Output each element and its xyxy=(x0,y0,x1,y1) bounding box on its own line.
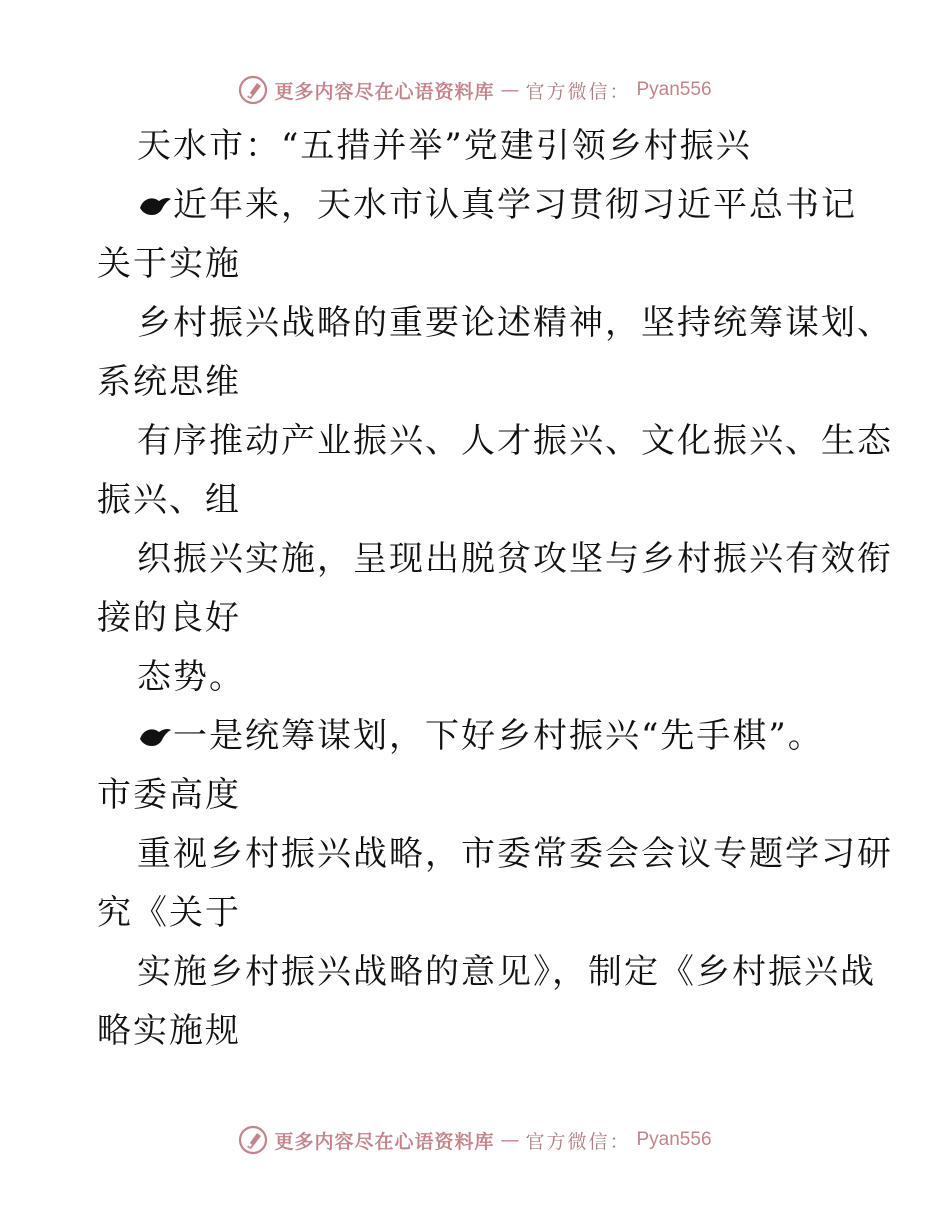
paragraph-line: 织振兴实施，呈现出脱贫攻坚与乡村振兴有效衔 xyxy=(137,539,893,579)
document-body xyxy=(97,117,893,1061)
paragraph-line: 振兴、组 xyxy=(97,480,241,520)
paragraph-line: 市委高度 xyxy=(97,775,241,815)
watermark-side-text: 官方微信： xyxy=(525,80,631,103)
paragraph-text: 一是统筹谋划，下好乡村振兴“先手棋”。 xyxy=(173,716,824,756)
leaf-bullet-icon xyxy=(137,192,173,218)
watermark xyxy=(238,75,711,105)
paragraph-line: 态势。 xyxy=(137,657,245,697)
header-watermark xyxy=(0,70,950,110)
watermark-side-text: 官方微信： xyxy=(525,1130,631,1153)
watermark-separator: — xyxy=(500,79,520,101)
paragraph-line: 重视乡村振兴战略，市委常委会会议专题学习研 xyxy=(137,834,893,874)
paragraph-line xyxy=(97,176,857,235)
leaf-bullet-icon xyxy=(137,723,173,749)
pen-nib-logo-icon xyxy=(238,1125,268,1155)
paragraph-line: 略实施规 xyxy=(97,1011,241,1051)
watermark-wechat-id: Pyan556 xyxy=(636,1129,712,1150)
paragraph-line: 系统思维 xyxy=(97,362,241,402)
paragraph-line: 究《关于 xyxy=(97,893,241,933)
paragraph-line: 关于实施 xyxy=(97,244,241,284)
paragraph-line: 实施乡村振兴战略的意见》，制定《乡村振兴战 xyxy=(137,952,876,992)
watermark-main-text: 更多内容尽在心语资料库 xyxy=(274,80,495,103)
paragraph-line: 乡村振兴战略的重要论述精神，坚持统筹谋划、 xyxy=(137,303,893,343)
watermark-main-text: 更多内容尽在心语资料库 xyxy=(274,1130,495,1153)
paragraph-line: 有序推动产业振兴、人才振兴、文化振兴、生态 xyxy=(137,421,893,461)
watermark xyxy=(238,1125,711,1155)
watermark-separator: — xyxy=(500,1129,520,1151)
paragraph-line: 接的良好 xyxy=(97,598,241,638)
paragraph-line xyxy=(97,707,857,766)
footer-watermark xyxy=(0,1120,950,1160)
pen-nib-logo-icon xyxy=(238,75,268,105)
document-title: 天水市：“五措并举”党建引领乡村振兴 xyxy=(137,126,752,166)
paragraph-text: 近年来，天水市认真学习贯彻习近平总书记 xyxy=(173,185,857,225)
watermark-wechat-id: Pyan556 xyxy=(636,79,712,100)
